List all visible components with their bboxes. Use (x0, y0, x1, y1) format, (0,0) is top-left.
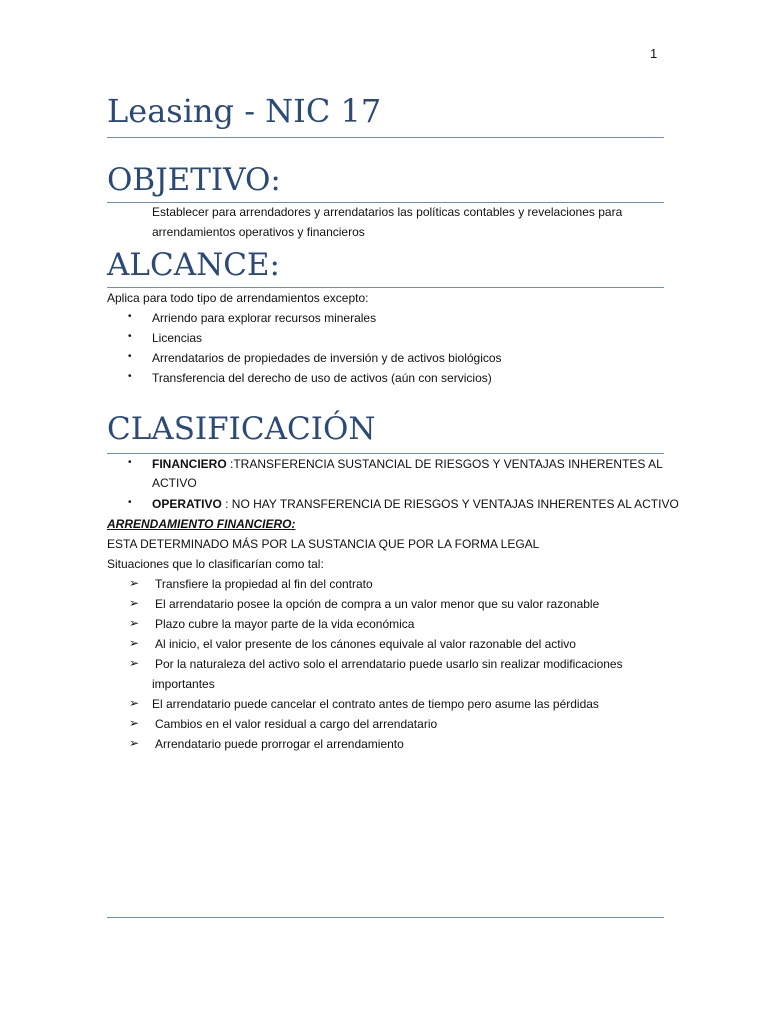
clasificacion-bullet-icon: • (128, 497, 132, 508)
alcance-item: Arriendo para explorar recursos minerales (152, 311, 377, 325)
objetivo-text-line1: Establecer para arrendadores y arrendatarios las políticas contables y revelaciones para (152, 205, 623, 219)
arrow-bullet-icon: ➢ (129, 736, 140, 750)
alcance-intro: Aplica para todo tipo de arrendamientos excepto: (107, 291, 369, 305)
situation-item: Por la naturaleza del activo solo el arrendatario puede usarlo sin realizar modificaciones (155, 657, 623, 671)
situation-item: Plazo cubre la mayor parte de la vida económica (155, 617, 415, 631)
financiero-text: :TRANSFERENCIA SUSTANCIAL DE RIESGOS Y VENTAJAS INHERENTES AL (226, 457, 663, 471)
arrow-bullet-icon: ➢ (129, 576, 140, 590)
financiero-label: FINANCIERO (152, 457, 227, 471)
situation-item: Transfiere la propiedad al fin del contrato (155, 577, 373, 591)
alcance-rule (107, 287, 664, 288)
arrow-bullet-icon: ➢ (129, 596, 140, 610)
situation-item: Cambios en el valor residual a cargo del arrendatario (155, 717, 438, 731)
arrow-bullet-icon: ➢ (129, 636, 140, 650)
financiero-text-cont: ACTIVO (152, 476, 197, 490)
situation-item-cont: importantes (152, 677, 215, 691)
page-title: Leasing - NIC 17 (107, 92, 382, 130)
title-rule (107, 137, 664, 138)
arrow-bullet-icon: ➢ (129, 716, 140, 730)
alcance-item: Licencias (152, 331, 203, 345)
footer-rule (107, 917, 664, 918)
operativo-line (152, 498, 679, 510)
alcance-bullet-icon: • (128, 331, 132, 342)
situaciones-line: Situaciones que lo clasificarían como tal: (107, 557, 324, 571)
clasificacion-heading: CLASIFICACIÓN (107, 411, 376, 447)
objetivo-heading: OBJETIVO: (107, 162, 281, 198)
objetivo-text-line2: arrendamientos operativos y financieros (152, 225, 365, 239)
situation-item: El arrendatario posee la opción de compra a un valor menor que su valor razonable (155, 597, 600, 611)
determinado-line: ESTA DETERMINADO MÁS POR LA SUSTANCIA QUE POR LA FORMA LEGAL (107, 537, 540, 551)
alcance-bullet-icon: • (128, 351, 132, 362)
situation-item: Arrendatario puede prorrogar el arrendamiento (155, 737, 404, 751)
alcance-bullet-icon: • (128, 311, 132, 322)
situation-item: El arrendatario puede cancelar el contrato antes de tiempo pero asume las pérdidas (152, 697, 599, 711)
arrow-bullet-icon: ➢ (129, 616, 140, 630)
operativo-label: OPERATIVO (152, 497, 222, 511)
alcance-bullet-icon: • (128, 371, 132, 382)
operativo-text: : NO HAY TRANSFERENCIA DE RIESGOS Y VENTAJAS INHERENTES AL ACTIVO (221, 497, 679, 511)
arrow-bullet-icon: ➢ (129, 656, 140, 670)
arrendamiento-financiero-heading: ARRENDAMIENTO FINANCIERO: (107, 517, 296, 531)
clasificacion-rule (107, 453, 664, 454)
page-number: 1 (650, 46, 658, 61)
arrow-bullet-icon: ➢ (129, 696, 140, 710)
situation-item: Al inicio, el valor presente de los cánones equivale al valor razonable del activo (155, 637, 576, 651)
objetivo-rule (107, 202, 664, 203)
alcance-item: Arrendatarios de propiedades de inversión y de activos biológicos (152, 351, 502, 365)
alcance-heading: ALCANCE: (107, 247, 280, 283)
alcance-item: Transferencia del derecho de uso de activos (aún con servicios) (152, 371, 492, 385)
clasificacion-bullet-icon: • (128, 457, 132, 468)
financiero-line (152, 458, 663, 470)
